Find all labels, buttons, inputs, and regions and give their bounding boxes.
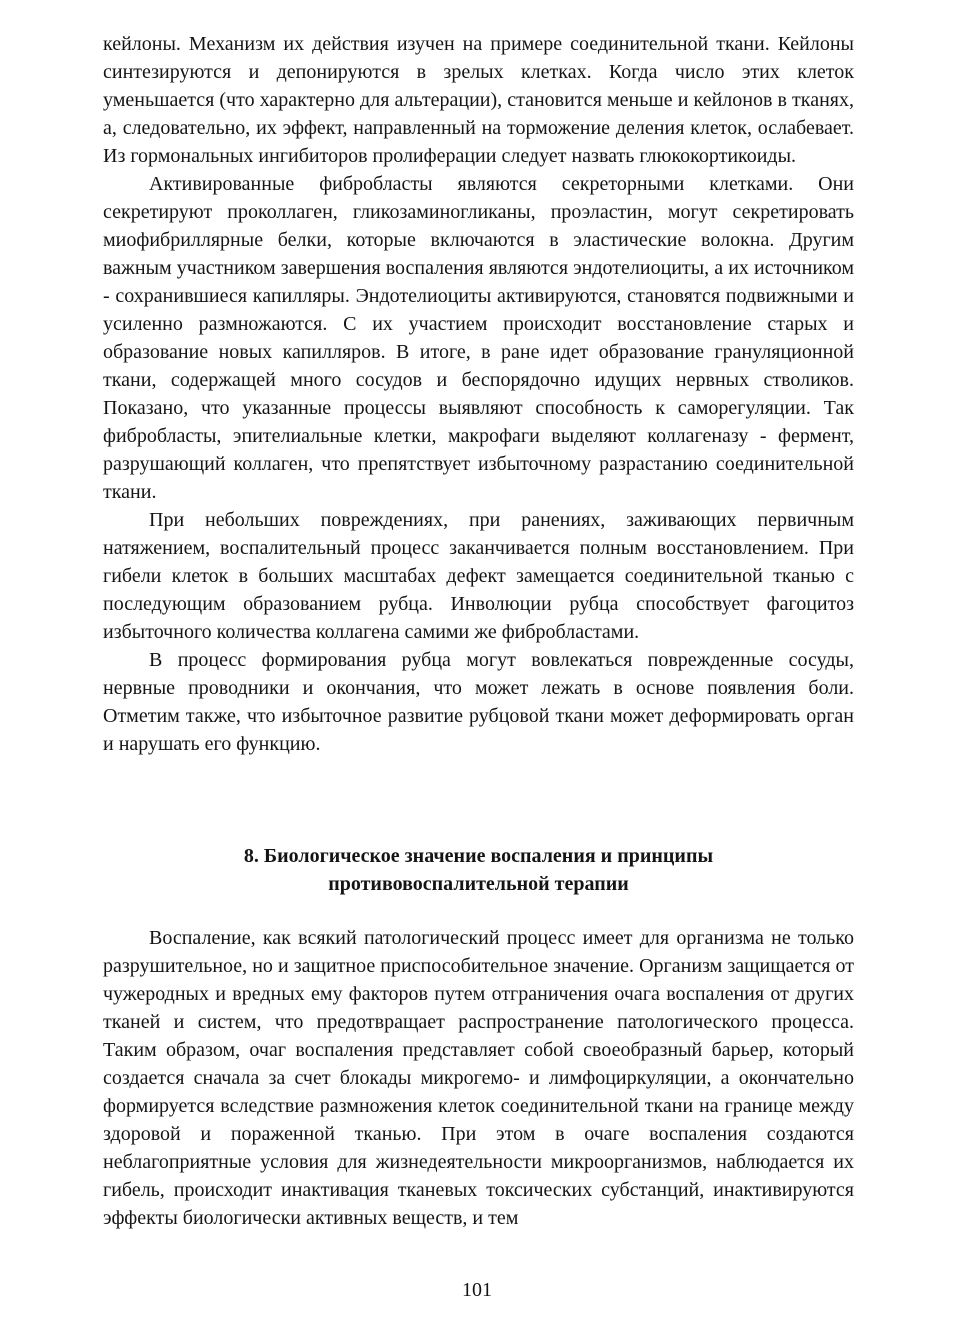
paragraph-fibroblasts: Активированные фибробласты являются секреторными клетками. Они секретируют проколлаген, гликозаминогликаны, проэластин, могут секретировать миофибриллярные белки, которые включаются в эластические волокна. Другим важным участником завершения воспаления являются эндотелиоциты, а их источником - сохранившиеся капилляры. Эндотелиоциты активируются, становятся подвижными и усиленно размножаются. С их участием происходит восстановление старых и образование новых капилляров. В итоге, в ране идет образование грануляционной ткани, содержащей много сосудов и беспорядочно идущих нервных стволиков. Показано, что указанные процессы выявляют способность к саморегуляции. Так фибробласты, эпителиальные клетки, макрофаги выделяют коллагеназу - фермент, разрушающий коллаген, что препятствует избыточному разрастанию соединительной ткани. <box>103 173 854 503</box>
paragraph-scar-formation: В процесс формирования рубца могут вовлекаться поврежденные сосуды, нервные проводники и окончания, что может лежать в основе появления боли. Отметим также, что избыточное развитие рубцовой ткани может деформировать орган и нарушать его функцию. <box>103 649 854 755</box>
continuation-paragraph: кейлоны. Механизм их действия изучен на примере соединительной ткани. Кейлоны синтезируются и депонируются в зрелых клетках. Когда число этих клеток уменьшается (что характерно для альтерации), становится меньше и кейлонов в тканях, а, следовательно, их эффект, направленный на торможение деления клеток, ослабевает. Из гормональных ингибиторов пролиферации следует назвать глюкокортикоиды. <box>103 33 854 167</box>
paragraph-biological-significance: Воспаление, как всякий патологический процесс имеет для организма не только разрушительное, но и защитное приспособительное значение. Организм защищается от чужеродных и вредных ему факторов путем отграничения очага воспаления от других тканей и систем, что предотвращает распространение патологического процесса. Таким образом, очаг воспаления представляет собой своеобразный барьер, который создается сначала за счет блокады микрогемо- и лимфоциркуляции, а окончательно формируется вследствие размножения клеток соединительной ткани на границе между здоровой и пораженной тканью. При этом в очаге воспаления создаются неблагоприятные условия для жизнедеятельности микроорганизмов, наблюдается их гибель, происходит инактивация тканевых токсических субстанций, инактивируются эффекты биологически активных веществ, и тем <box>103 927 854 1229</box>
section-heading-line-2: противовоспалительной терапии <box>328 873 629 895</box>
body-text-top <box>103 30 854 758</box>
paragraph-minor-injuries: При небольших повреждениях, при ранениях, заживающих первичным натяжением, воспалительный процесс заканчивается полным восстановлением. При гибели клеток в больших масштабах дефект замещается соединительной тканью с последующим образованием рубца. Инволюции рубца способствует фагоцитоз избыточного количества коллагена самими же фибробластами. <box>103 509 854 643</box>
section-heading-line-1: 8. Биологическое значение воспаления и принципы <box>243 845 714 867</box>
page-number: 101 <box>462 1279 492 1301</box>
section-heading <box>103 842 854 898</box>
body-text-bottom <box>103 924 854 1232</box>
